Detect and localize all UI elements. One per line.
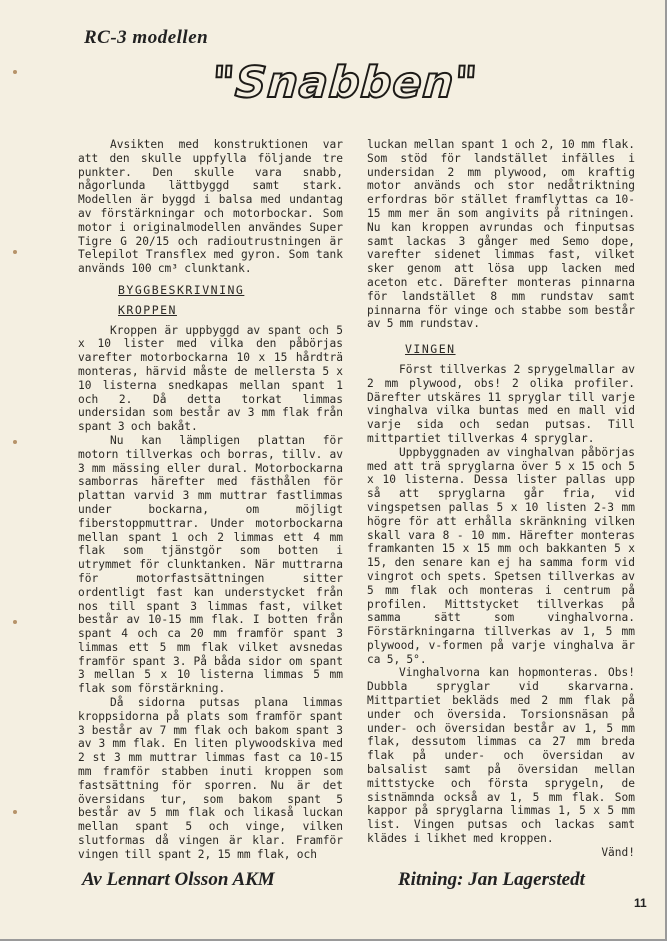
body-paragraph: Kroppen är uppbyggd av spant och 5 x 10 lister med vilka den påbörjas varefter motorbockarna 10 x 15 hårdträ monteras, härvid måste de mellersta 5 x 10 listerna snedkapas mellan spant 1 och 2. Då detta torkat limmas undersidan som består av 3 mm flak från spant 3 och bakåt. — [78, 323, 343, 434]
binding-hole-mark — [13, 440, 17, 444]
left-column — [78, 138, 343, 862]
binding-hole-mark — [13, 70, 17, 74]
section-heading-wing: VINGEN — [405, 342, 456, 357]
section-heading-body: KROPPEN — [118, 302, 177, 317]
drawing-credit: Ritning: Jan Lagerstedt — [398, 869, 585, 890]
body-paragraph: Nu kan lämpligen plattan för motorn tillverkas och borras, tillv. av 3 mm mässing eller dural. Motorbockarna samborras härefter med fästhålen för plattan varvid 3 mm muttrar fastlimmas under bockarna, om möjligt fiberstoppmuttrar. Under motorbockarna mellan spant 1 och 2 limmas ett 4 mm flak som tjänstgör som botten i utrymmet för clunktanken. När muttrarna för motorfastsättningen sitter ordentligt fast kan understycket från nos till spant 3 limmas fast, vilket består av 10-15 mm flak. I botten från spant 4 och ca 20 mm framför spant 3 limmas ett 5 mm flak vilket avsnedas framför spant 3. På båda sidor om spant 3 mellan 5 x 10 listerna limmas 5 mm flak som förstärkning. — [78, 433, 343, 696]
wing-paragraph: Vinghalvorna kan hopmonteras. Obs! Dubbla spryglar vid skarvarna. Mittpartiet bekläds med 2 mm flak på under och översida. Torsionsnäsan på under- och översidan består av 1, 5 mm flak, dessutom limmas ca 27 mm breda flak på under- och översidan av balsalist samt på översidan mellan mittstycke och första sprygeln, de sistnämnda också av 1, 5 mm flak. Som kappor på spryglarna limmas 1, 5 x 5 mm list. Vingen putsas och lackas samt klädes i likhet med kroppen. — [367, 666, 635, 846]
binding-hole-mark — [13, 250, 17, 254]
wing-paragraph: Uppbyggnaden av vinghalvan påbörjas med att trä spryglarna över 5 x 15 och 5 x 10 listerna. Dessa lister pallas upp så att spryglarna går fria, vid vingspetsen pallas 5 x 10 listen 2-3 mm högre för att erhålla skränkning vilken skall vara 8 - 10 mm. Härefter monteras framkanten 15 x 15 mm och bakkanten 5 x 15, den senare kan ej ha samma form vid vingrot och spets. Spetsen tillverkas av 5 mm flak och monteras i centrum på profilen. Mittstycket tillverkas på samma sätt som vinghalvorna. Förstärkningarna tillverkas av 1, 5 mm plywood, v-formen på varje vinghalva är ca 5, 5°. — [367, 445, 635, 666]
binding-hole-mark — [13, 620, 17, 624]
turn-page-note: Vänd! — [601, 845, 635, 859]
article-title: "Snabben" — [210, 58, 480, 108]
model-name-header: RC-3 modellen — [84, 27, 209, 48]
author-credit: Av Lennart Olsson AKM — [82, 869, 275, 890]
wing-paragraph: Först tillverkas 2 sprygelmallar av 2 mm plywood, obs! 2 olika profiler. Därefter utskäres 11 spryglar till varje vinghalva vilka buntas med en mall vid varje sida och sedan putsas. Till mittpartiet tillverkas 4 spryglar. — [367, 362, 635, 445]
page-number: 11 — [634, 896, 647, 910]
body-paragraph: Då sidorna putsas plana limmas kroppsidorna på plats som framför spant 3 består av 7 mm flak och bakom spant 3 av 3 mm flak. En liten plywoodskiva med 2 st 3 mm muttrar limmas fast ca 10-15 mm framför stabben inuti kroppen som fastsättning för sporren. Nu är det översidans tur, som bakom spant 5 består av 5 mm flak och likaså luckan mellan spant 5 och vinge, vilken slutformas då vingen är klar. Framför vingen till spant 2, 15 mm flak, och — [78, 696, 343, 861]
intro-paragraph: Avsikten med konstruktionen var att den skulle uppfylla följande tre punkter. Den skulle vara snabb, någorlunda lättbyggd samt stark. Modellen är byggd i balsa med undantag av förstärkningar och motorbockar. Som motor i originalmodellen användes Super Tigre G 20/15 och radioutrustningen är Telepilot Transflex med gyron. Som tank används 100 cm³ clunktank. — [78, 138, 343, 276]
binding-hole-mark — [13, 810, 17, 814]
section-heading-build: BYGGBESKRIVNING — [118, 282, 245, 297]
right-column — [367, 138, 635, 860]
body-continued-paragraph: luckan mellan spant 1 och 2, 10 mm flak. Som stöd för landstället infälles i undersidan 2 mm plywood, om kraftig motor används och stor nedåtriktning erfordras bör stället framflyttas ca 10-15 mm mer än som angivits på ritningen. Nu kan kroppen avrundas och finputsas samt lackas 3 gånger med Semo dope, varefter sidenet limmas fast, vilket sker genom att lösa upp lacken med aceton etc. Därefter monteras pinnarna för landstället 8 mm rundstav samt pinnarna för vinge och stabbe som består av 5 mm rundstav. — [367, 138, 635, 331]
